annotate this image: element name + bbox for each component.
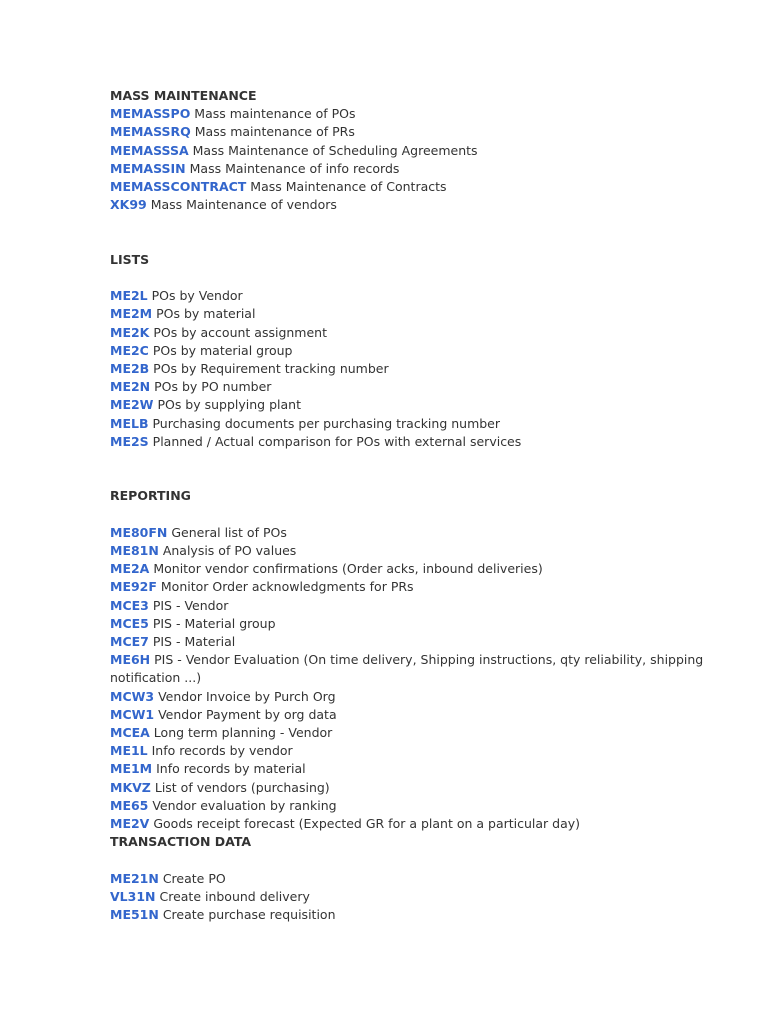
spacer bbox=[110, 506, 730, 524]
transaction-description: Mass Maintenance of Contracts bbox=[246, 179, 447, 195]
transaction-description: Vendor evaluation by ranking bbox=[148, 797, 337, 813]
transaction-description: Vendor Payment by org data bbox=[154, 706, 337, 722]
transaction-code[interactable]: ME2V bbox=[110, 816, 150, 832]
list-item bbox=[110, 888, 730, 906]
transaction-description: Info records by material bbox=[152, 761, 306, 777]
list-item bbox=[110, 870, 730, 888]
spacer bbox=[110, 269, 730, 287]
transaction-code[interactable]: ME2K bbox=[110, 324, 150, 340]
transaction-description: POs by Requirement tracking number bbox=[149, 361, 389, 377]
transaction-description: POs by supplying plant bbox=[153, 397, 301, 413]
list-item bbox=[110, 815, 730, 833]
spacer bbox=[110, 851, 730, 869]
transaction-code[interactable]: ME1M bbox=[110, 761, 153, 777]
transaction-description: Monitor Order acknowledgments for PRs bbox=[156, 579, 414, 595]
list-item bbox=[110, 906, 730, 924]
list-item bbox=[110, 105, 730, 123]
transaction-code[interactable]: MCE7 bbox=[110, 634, 149, 650]
list-item bbox=[110, 196, 730, 214]
transaction-description: Mass Maintenance of vendors bbox=[146, 197, 337, 213]
transaction-code[interactable]: ME65 bbox=[110, 797, 149, 813]
transaction-description: Mass maintenance of POs bbox=[190, 106, 356, 122]
transaction-code[interactable]: XK99 bbox=[110, 197, 147, 213]
list-item bbox=[110, 578, 730, 596]
transaction-description: Mass Maintenance of info records bbox=[185, 160, 400, 176]
transaction-description: Create inbound delivery bbox=[155, 888, 310, 904]
transaction-description: PIS - Vendor Evaluation (On time delivery, Shipping instructions, qty reliability, shipping notification ...) bbox=[110, 652, 704, 686]
transaction-code[interactable]: ME2B bbox=[110, 361, 150, 377]
transaction-description: Create PO bbox=[158, 870, 226, 886]
list-item bbox=[110, 178, 730, 196]
section-heading-mass-maintenance: MASS MAINTENANCE bbox=[110, 88, 257, 103]
transaction-code[interactable]: ME2N bbox=[110, 379, 151, 395]
transaction-description: Goods receipt forecast (Expected GR for a plant on a particular day) bbox=[149, 816, 581, 832]
transaction-code[interactable]: ME21N bbox=[110, 870, 159, 886]
spacer bbox=[110, 214, 730, 250]
transaction-description: General list of POs bbox=[167, 524, 287, 540]
spacer bbox=[110, 451, 730, 487]
list-item bbox=[110, 378, 730, 396]
transaction-description: Long term planning - Vendor bbox=[149, 725, 333, 741]
transaction-description: Monitor vendor confirmations (Order acks, inbound deliveries) bbox=[149, 561, 543, 577]
list-item bbox=[110, 524, 730, 542]
list-item bbox=[110, 615, 730, 633]
list-item bbox=[110, 797, 730, 815]
transaction-code[interactable]: MELB bbox=[110, 415, 149, 431]
transaction-code[interactable]: MCEA bbox=[110, 725, 150, 741]
list-item bbox=[110, 742, 730, 760]
list-item bbox=[110, 160, 730, 178]
transaction-description: Mass maintenance of PRs bbox=[190, 124, 355, 140]
list-item bbox=[110, 688, 730, 706]
list-item bbox=[110, 342, 730, 360]
transaction-code[interactable]: MCW3 bbox=[110, 688, 155, 704]
list-item bbox=[110, 651, 730, 687]
transaction-description: POs by Vendor bbox=[147, 288, 243, 304]
transaction-description: POs by PO number bbox=[150, 379, 272, 395]
transaction-description: Mass Maintenance of Scheduling Agreements bbox=[188, 142, 478, 158]
transaction-code[interactable]: ME2W bbox=[110, 397, 154, 413]
list-item bbox=[110, 123, 730, 141]
list-item bbox=[110, 324, 730, 342]
transaction-code[interactable]: ME2C bbox=[110, 342, 149, 358]
list-item bbox=[110, 779, 730, 797]
transaction-code[interactable]: MCE3 bbox=[110, 597, 149, 613]
list-item bbox=[110, 560, 730, 578]
transaction-description: POs by material group bbox=[148, 342, 293, 358]
transaction-code[interactable]: MCW1 bbox=[110, 706, 155, 722]
transaction-description: POs by material bbox=[152, 306, 256, 322]
list-item bbox=[110, 415, 730, 433]
transaction-code[interactable]: ME1L bbox=[110, 743, 148, 759]
transaction-code[interactable]: MKVZ bbox=[110, 779, 151, 795]
transaction-code[interactable]: ME51N bbox=[110, 907, 159, 923]
transaction-description: Info records by vendor bbox=[147, 743, 293, 759]
list-item bbox=[110, 724, 730, 742]
transaction-code[interactable]: ME2M bbox=[110, 306, 153, 322]
transaction-description: POs by account assignment bbox=[149, 324, 327, 340]
transaction-description: List of vendors (purchasing) bbox=[150, 779, 330, 795]
list-item bbox=[110, 142, 730, 160]
list-item bbox=[110, 706, 730, 724]
transaction-code[interactable]: ME2L bbox=[110, 288, 148, 304]
transaction-code[interactable]: ME2A bbox=[110, 561, 150, 577]
transaction-description: Vendor Invoice by Purch Org bbox=[154, 688, 336, 704]
transaction-code[interactable]: ME6H bbox=[110, 652, 151, 668]
transaction-code[interactable]: ME92F bbox=[110, 579, 157, 595]
transaction-code[interactable]: MEMASSIN bbox=[110, 160, 186, 176]
list-item bbox=[110, 360, 730, 378]
transaction-description: Purchasing documents per purchasing tracking number bbox=[148, 415, 501, 431]
list-item bbox=[110, 305, 730, 323]
list-item bbox=[110, 433, 730, 451]
list-item bbox=[110, 396, 730, 414]
transaction-code[interactable]: VL31N bbox=[110, 888, 156, 904]
section-heading-reporting: REPORTING bbox=[110, 488, 191, 504]
transaction-code[interactable]: ME81N bbox=[110, 543, 159, 559]
list-item bbox=[110, 760, 730, 778]
transaction-code[interactable]: MEMASSRQ bbox=[110, 124, 191, 140]
section-heading-lists: LISTS bbox=[110, 251, 150, 267]
transaction-code[interactable]: ME80FN bbox=[110, 524, 168, 540]
transaction-code[interactable]: MCE5 bbox=[110, 615, 149, 631]
transaction-description: PIS - Material group bbox=[148, 615, 276, 631]
list-item bbox=[110, 542, 730, 560]
document-page bbox=[110, 87, 730, 924]
transaction-code[interactable]: MEMASSCONTRACT bbox=[110, 179, 247, 195]
transaction-description: PIS - Material bbox=[148, 634, 236, 650]
list-item bbox=[110, 597, 730, 615]
transaction-description: Planned / Actual comparison for POs with external services bbox=[148, 433, 522, 449]
list-item bbox=[110, 287, 730, 305]
transaction-code[interactable]: ME2S bbox=[110, 433, 149, 449]
transaction-description: Create purchase requisition bbox=[158, 907, 336, 923]
transaction-code[interactable]: MEMASSSA bbox=[110, 142, 189, 158]
transaction-code[interactable]: MEMASSPO bbox=[110, 106, 191, 122]
section-heading-transaction-data: TRANSACTION DATA bbox=[110, 834, 252, 850]
transaction-description: Analysis of PO values bbox=[158, 543, 297, 559]
list-item bbox=[110, 633, 730, 651]
transaction-description: PIS - Vendor bbox=[148, 597, 229, 613]
